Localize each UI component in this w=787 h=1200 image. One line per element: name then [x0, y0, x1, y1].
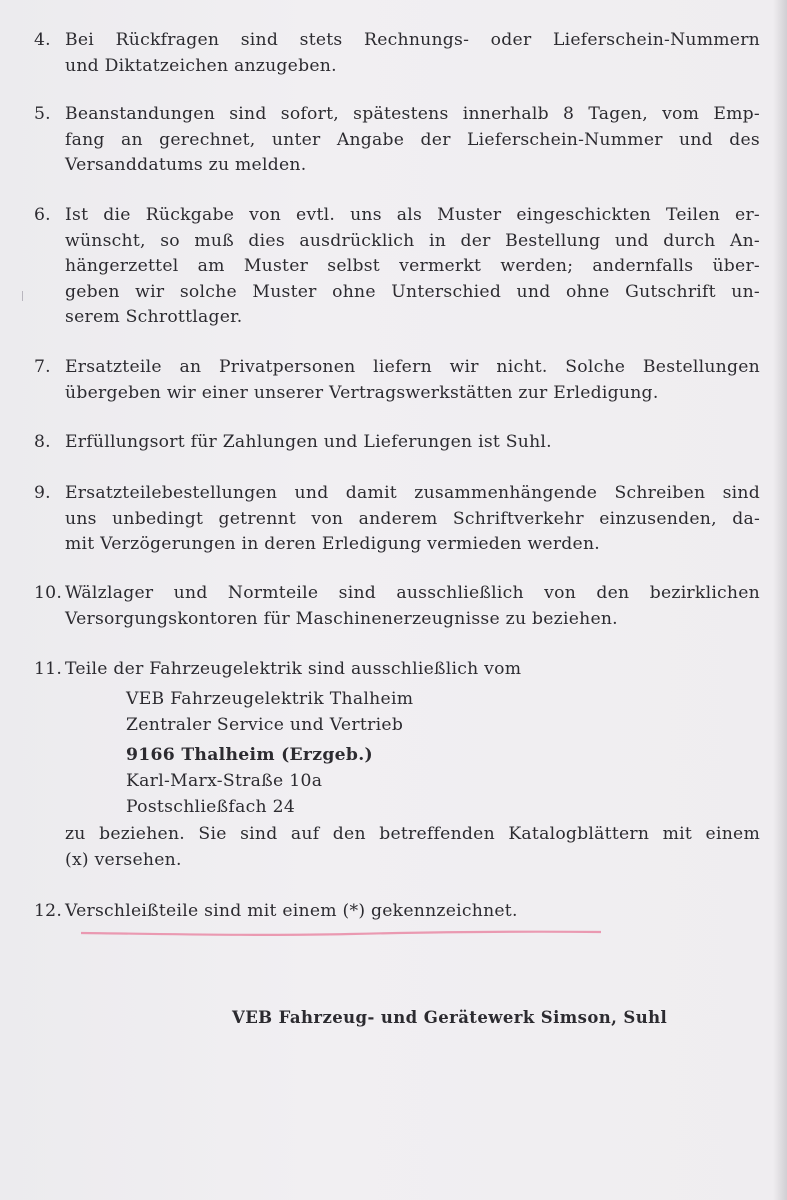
- address-department: Zentraler Service und Vertrieb: [126, 715, 404, 735]
- text-line: (x) versehen.: [65, 849, 182, 870]
- item-number: 6.: [34, 205, 51, 225]
- text-line: Ersatzteilebestellungen und damit zusammenhängende Schreiben sind: [65, 483, 760, 503]
- text-line: hängerzettel am Muster selbst vermerkt werden; andernfalls über-: [65, 256, 760, 276]
- address-city: 9166 Thalheim (Erzgeb.): [126, 745, 373, 765]
- list-item-11-continuation: [34, 822, 760, 873]
- item-text: [65, 355, 760, 406]
- text-line: Erfüllungsort für Zahlungen und Lieferungen ist Suhl.: [65, 432, 552, 452]
- list-item-5: [34, 102, 760, 179]
- item-text: [65, 203, 760, 331]
- item-number: 7.: [34, 357, 51, 377]
- item-number: 5.: [34, 104, 51, 124]
- item-text: [65, 28, 760, 79]
- text-line: und Diktatzeichen anzugeben.: [65, 55, 337, 76]
- text-line: Beanstandungen sind sofort, spätestens innerhalb 8 Tagen, vom Emp-: [65, 104, 760, 124]
- list-item-8: [34, 430, 760, 456]
- item-text: [65, 657, 760, 683]
- text-line: Wälzlager und Normteile sind ausschließlich von den bezirklichen: [65, 583, 760, 603]
- list-item-10: [34, 581, 760, 632]
- text-line: übergeben wir einer unserer Vertragswerkstätten zur Erledigung.: [65, 382, 659, 403]
- list-item-4: [34, 28, 760, 79]
- list-item-9: [34, 481, 760, 558]
- text-line: Verschleißteile sind mit einem (*) gekennzeichnet.: [65, 901, 518, 921]
- text-line: Versanddatums zu melden.: [65, 155, 307, 175]
- text-line: zu beziehen. Sie sind auf den betreffenden Katalogblättern mit einem: [65, 824, 760, 844]
- item-text: [65, 581, 760, 632]
- address-pobox: Postschließfach 24: [126, 797, 296, 817]
- item-number: 4.: [34, 30, 51, 50]
- text-line: Ist die Rückgabe von evtl. uns als Muster eingeschickten Teilen er-: [65, 205, 760, 225]
- list-item-7: [34, 355, 760, 406]
- company-signature: VEB Fahrzeug- und Gerätewerk Simson, Suhl: [232, 1008, 668, 1027]
- text-line: serem Schrottlager.: [65, 307, 243, 327]
- item-text: [65, 102, 760, 179]
- item-number: 10.: [34, 583, 63, 603]
- item-text: [65, 430, 760, 456]
- item-text: [65, 481, 760, 558]
- text-line: mit Verzögerungen in deren Erledigung vermieden werden.: [65, 534, 601, 554]
- text-line: Bei Rückfragen sind stets Rechnungs- oder Lieferschein-Nummern: [65, 30, 760, 50]
- page-edge-shadow: [773, 0, 787, 1200]
- list-item-12: [34, 899, 760, 925]
- text-line: fang an gerechnet, unter Angabe der Lieferschein-Nummer und des: [65, 129, 760, 150]
- text-line: wünscht, so muß dies ausdrücklich in der Bestellung und durch An-: [65, 230, 760, 251]
- text-line: geben wir solche Muster ohne Unterschied und ohne Gutschrift un-: [65, 281, 760, 302]
- margin-mark: [22, 291, 23, 301]
- list-item-11: [34, 657, 760, 683]
- text-line: uns unbedingt getrennt von anderem Schriftverkehr einzusenden, da-: [65, 508, 760, 529]
- text-line: Versorgungskontoren für Maschinenerzeugnisse zu beziehen.: [65, 608, 618, 629]
- address-company: VEB Fahrzeugelektrik Thalheim: [126, 689, 414, 709]
- address-street: Karl-Marx-Straße 10a: [126, 771, 323, 791]
- item-number: 9.: [34, 483, 51, 503]
- list-item-6: [34, 203, 760, 331]
- item-number: 12.: [34, 901, 63, 921]
- item-number: 11.: [34, 659, 63, 679]
- item-text: [65, 822, 760, 873]
- highlight-underline-mark: [80, 930, 602, 936]
- item-text: [65, 899, 760, 925]
- text-line: Ersatzteile an Privatpersonen liefern wir nicht. Solche Bestellungen: [65, 357, 760, 377]
- text-line: Teile der Fahrzeugelektrik sind ausschließlich vom: [65, 659, 522, 679]
- item-number: 8.: [34, 432, 51, 452]
